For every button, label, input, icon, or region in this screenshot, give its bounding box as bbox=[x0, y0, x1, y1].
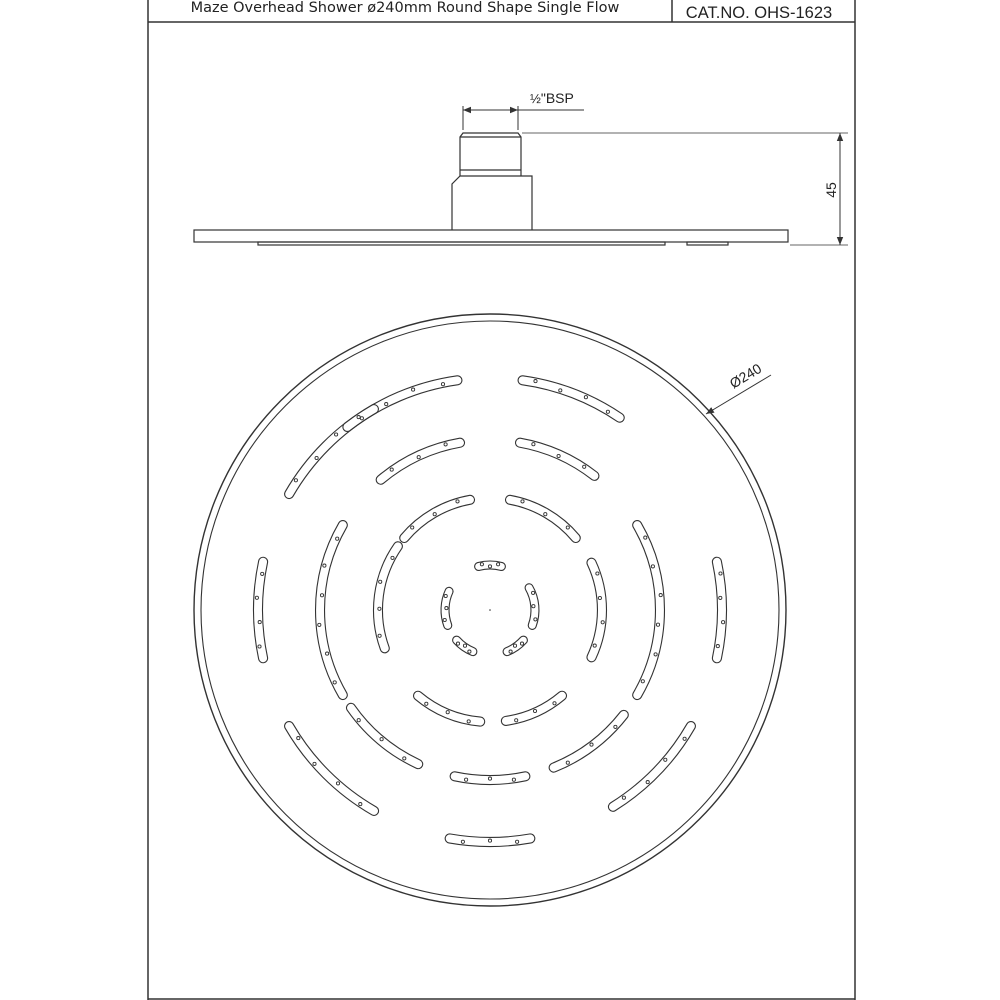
nozzle-hole bbox=[333, 681, 336, 684]
nozzle-hole bbox=[335, 433, 338, 436]
nozzle-hole bbox=[258, 645, 261, 648]
nozzle-hole bbox=[391, 556, 394, 559]
top-view bbox=[194, 314, 786, 906]
nozzle-arc bbox=[608, 722, 695, 812]
nozzle-hole bbox=[566, 526, 569, 529]
nozzle-hole bbox=[445, 607, 448, 610]
nozzle-hole bbox=[656, 623, 659, 626]
nozzle-hole bbox=[590, 743, 593, 746]
nozzle-arc bbox=[506, 495, 581, 542]
nozzle-arc bbox=[633, 521, 665, 700]
nozzle-arc bbox=[587, 558, 607, 662]
nozzle-hole bbox=[651, 565, 654, 568]
nozzle-hole bbox=[515, 719, 518, 722]
nozzle-hole bbox=[584, 396, 587, 399]
nozzle-hole bbox=[644, 536, 647, 539]
nozzle-hole bbox=[390, 468, 393, 471]
nozzle-arc bbox=[453, 636, 477, 655]
nozzle-hole bbox=[544, 513, 547, 516]
plate-nozzle-lip bbox=[687, 242, 728, 245]
nozzle-hole bbox=[566, 761, 569, 764]
nozzle-hole bbox=[520, 642, 523, 645]
catalog-number: CAT.NO. OHS-1623 bbox=[685, 4, 833, 22]
nozzle-hole bbox=[719, 572, 722, 575]
nozzle-hole bbox=[318, 623, 321, 626]
nozzle-hole bbox=[557, 454, 560, 457]
side-view bbox=[194, 133, 788, 245]
nozzle-hole bbox=[441, 383, 444, 386]
nozzle-hole bbox=[357, 416, 360, 419]
nozzle-hole bbox=[516, 840, 519, 843]
nozzle-hole bbox=[614, 725, 617, 728]
nozzle-hole bbox=[532, 443, 535, 446]
nozzle-arcs bbox=[254, 376, 727, 847]
nozzle-hole bbox=[596, 572, 599, 575]
nozzle-hole bbox=[360, 417, 363, 420]
nozzle-arc bbox=[475, 561, 506, 570]
nozzle-hole bbox=[446, 711, 449, 714]
nozzle-hole bbox=[255, 596, 258, 599]
nozzle-arc bbox=[503, 636, 527, 655]
nozzle-arc bbox=[346, 703, 422, 768]
nozzle-hole bbox=[622, 796, 625, 799]
nozzle-hole bbox=[379, 580, 382, 583]
nozzle-hole bbox=[417, 456, 420, 459]
nozzle-hole bbox=[488, 565, 491, 568]
nozzle-arc bbox=[549, 710, 628, 772]
swivel-joint bbox=[452, 176, 532, 230]
nozzle-hole bbox=[465, 778, 468, 781]
thread-dimension bbox=[463, 106, 584, 130]
nozzle-hole bbox=[403, 757, 406, 760]
nozzle-arc bbox=[400, 495, 475, 542]
nozzle-hole bbox=[664, 758, 667, 761]
nozzle-hole bbox=[598, 596, 601, 599]
nozzle-hole bbox=[359, 803, 362, 806]
nozzle-hole bbox=[553, 702, 556, 705]
nozzle-hole bbox=[654, 653, 657, 656]
nozzle-hole bbox=[534, 618, 537, 621]
nozzle-hole bbox=[463, 644, 466, 647]
shower-plate-side bbox=[194, 230, 788, 242]
nozzle-hole bbox=[641, 680, 644, 683]
nozzle-hole bbox=[456, 500, 459, 503]
nozzle-hole bbox=[497, 563, 500, 566]
nozzle-hole bbox=[606, 410, 609, 413]
nozzle-hole bbox=[533, 709, 536, 712]
nozzle-hole bbox=[659, 594, 662, 597]
nozzle-hole bbox=[467, 720, 470, 723]
nozzle-hole bbox=[512, 778, 515, 781]
nozzle-hole bbox=[601, 621, 604, 624]
nozzle-hole bbox=[488, 777, 491, 780]
nozzle-hole bbox=[443, 618, 446, 621]
height-dimension bbox=[522, 133, 848, 245]
nozzle-hole bbox=[461, 840, 464, 843]
nozzle-hole bbox=[521, 500, 524, 503]
nozzle-hole bbox=[294, 479, 297, 482]
nozzle-hole bbox=[323, 564, 326, 567]
nozzle-arc bbox=[285, 722, 379, 816]
nozzle-hole bbox=[385, 403, 388, 406]
nozzle-arc bbox=[518, 376, 624, 422]
nozzle-hole bbox=[513, 644, 516, 647]
nozzle-hole bbox=[509, 650, 512, 653]
nozzle-hole bbox=[378, 634, 381, 637]
nozzle-arc bbox=[376, 438, 464, 484]
thread-fraction: ½ bbox=[530, 91, 541, 106]
thread-standard: "BSP bbox=[540, 90, 574, 106]
nozzle-hole bbox=[488, 839, 491, 842]
drawing-frame bbox=[148, 0, 855, 1000]
nozzle-hole bbox=[336, 537, 339, 540]
nozzle-arc bbox=[450, 772, 530, 785]
nozzle-hole bbox=[444, 443, 447, 446]
nozzle-hole bbox=[532, 591, 535, 594]
nozzle-hole bbox=[559, 389, 562, 392]
nozzle-arc bbox=[445, 834, 535, 847]
plate-bottom-lip bbox=[258, 242, 665, 245]
nozzle-hole bbox=[532, 605, 535, 608]
nozzle-hole bbox=[261, 572, 264, 575]
nozzle-hole bbox=[313, 762, 316, 765]
center-mark bbox=[489, 609, 491, 611]
nozzle-hole bbox=[320, 594, 323, 597]
nozzle-hole bbox=[646, 781, 649, 784]
nozzle-hole bbox=[425, 702, 428, 705]
nozzle-hole bbox=[411, 526, 414, 529]
nozzle-hole bbox=[719, 596, 722, 599]
nozzle-hole bbox=[380, 738, 383, 741]
nozzle-hole bbox=[480, 563, 483, 566]
nozzle-hole bbox=[722, 621, 725, 624]
nozzle-hole bbox=[336, 782, 339, 785]
height-dimension-label: 45 bbox=[823, 182, 839, 198]
nozzle-hole bbox=[378, 607, 381, 610]
nozzle-arc bbox=[501, 691, 566, 725]
nozzle-hole bbox=[315, 456, 318, 459]
nozzle-hole bbox=[412, 388, 415, 391]
nozzle-arc bbox=[413, 691, 484, 726]
diameter-dimension-label: Ø240 bbox=[726, 360, 765, 392]
nozzle-hole bbox=[456, 642, 459, 645]
nozzle-hole bbox=[716, 645, 719, 648]
nozzle-arc bbox=[285, 405, 379, 499]
nozzle-hole bbox=[583, 465, 586, 468]
nozzle-hole bbox=[444, 594, 447, 597]
nozzle-hole bbox=[593, 644, 596, 647]
nozzle-hole bbox=[468, 650, 471, 653]
nozzle-hole bbox=[258, 621, 261, 624]
nozzle-hole bbox=[683, 737, 686, 740]
nozzle-hole bbox=[357, 719, 360, 722]
nozzle-hole bbox=[433, 513, 436, 516]
thread-size-label bbox=[530, 90, 574, 106]
nozzle-hole bbox=[534, 380, 537, 383]
nozzle-hole bbox=[326, 652, 329, 655]
nozzle-arc bbox=[316, 521, 348, 700]
nozzle-hole bbox=[297, 737, 300, 740]
nozzle-arc bbox=[515, 438, 598, 480]
nozzle-arc bbox=[441, 587, 453, 629]
drawing-title: Maze Overhead Shower ø240mm Round Shape Single Flow bbox=[190, 0, 620, 16]
